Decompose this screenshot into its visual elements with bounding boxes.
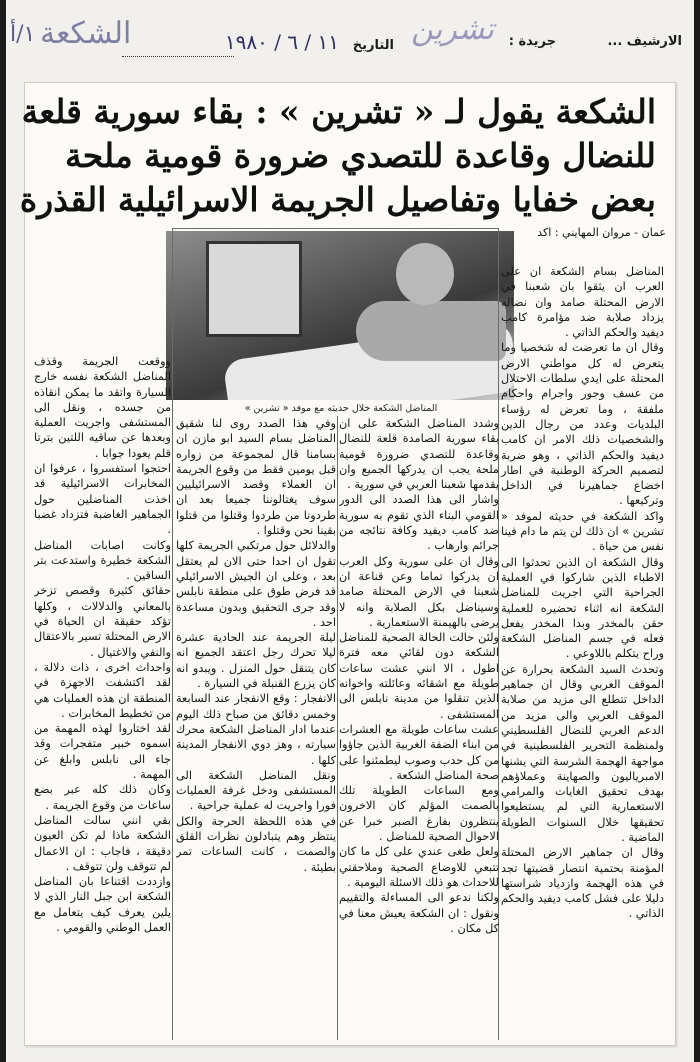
article-column-far-left: [34, 354, 171, 1042]
newspaper-name: تشرين: [411, 12, 494, 47]
paragraph: ولكنا ندعو الى المساءلة والتقييم ونقول : ان الشكعة يعيش معنا في كل مكان .: [339, 891, 499, 935]
paragraph: وكانت اصابات المناضل الشكعة خطيرة واستدعت بتر الساقين .: [34, 538, 171, 583]
paragraph: الانفجار : وقع الانفجار عند السابعة وخمس دقائق من صباح ذلك اليوم عندما ادار المناضل الشكعة محرك سيارته ، وهز دوي الانفجار المدينة كلها .: [176, 692, 336, 767]
paragraph: واحداث اخرى ، ذات دلالة ، لقد اكتشفت الاجهزة في المنطقة ان هذه العمليات هي من تخطيط المخابرات .: [34, 660, 171, 720]
photo-medical-machine: [206, 241, 302, 337]
article-column-middle: [339, 416, 499, 1041]
paragraph: ونقل المناضل الشكعة الى المستشفى ودخل غرفة العمليات فورا واجريت له عملية جراحية .: [176, 768, 336, 813]
paragraph: واكد الشكعة في حديثه لموفد « تشرين » ان ذلك لن يتم ما دام فينا نفس من حياة .: [501, 509, 664, 554]
paragraph: وتحدث السيد الشكعة بحرارة عن الموقف العربي وقال ان جماهير الداخل تتطلع الى مزيد من صلابة الموقف العربي والى مزيد من الدعم العربي للنضال الفلسطيني ولمنظمة التحرير الفلسطينية في مواجهة الهجمة الشرسة التي يشنها الامبرياليون والصهاينة وعملاؤهم بهدف تحقيق الغايات والمرامي الاستعمارية التي لم يستطيعوا تحقيقها خلال السنوات الطويلة الماضية .: [501, 662, 664, 844]
paragraph: وكان ذلك كله عبر بضع ساعات من وقوع الجريمة .: [34, 783, 171, 812]
paragraph: في هذه اللحظة الحرجة والكل ينتظر وهم يتبادلون نظرات القلق والصمت ، كانت الساعات تمر بطيئة .: [176, 814, 336, 874]
article-photo: [166, 231, 514, 400]
paragraph: وازددت اقتناعا بان المناضل الشكعة ابن جبل النار الذي لا يلين يعرف كيف يتعامل مع العمل الوطني والقومي .: [34, 875, 171, 934]
date-value: ١١ / ٦ / ١٩٨٠: [224, 30, 339, 54]
paragraph: والدلائل حول مرتكبي الجريمة كلها تقول ان احدا حتى الان لم يعتقل بعد ، وعلى ان الجيش الاسرائيلي قد فرض طوق على منطقة نابلس وقد جرى التحقيق وبدون مساعدة احد .: [176, 539, 336, 629]
paragraph: ومع الساعات الطويلة تلك بالصمت المؤلم كان الاخرون ينتظرون بفارغ الصبر خبرا عن الاحوال الصحية للمناضل .: [339, 784, 499, 844]
subject-label: الشكعة: [40, 16, 132, 51]
column-rule: [172, 228, 173, 1040]
paragraph: المناضل بسام الشكعة ان على العرب ان يثقوا بان شعبنا في الارض المحتلة صامد وان نضاله يزداد صلابة ضد مؤامرة كامب ديفيد والحكم الذاتي .: [501, 265, 664, 340]
paragraph: بقي انني سالت المناضل الشكعة ماذا لم تكن العيون دقيقة ، فاجاب : ان الاعمال لم تتوقف ولن تتوقف .: [34, 813, 171, 873]
paragraph: وفي هذا الصدد روى لنا شقيق المناضل بسام السيد ابو مازن ان بسامنا قال لمجموعة من زواره قبل يومين فقط من وقوع الجريمة ان العملاء وقصد الاسرائيليين سوف يغتالوننا جميعا بعد ان طردونا من طردوا وقتلوا من قتلوا بقينا نحن وقتلوا .: [176, 417, 336, 538]
headline: [19, 90, 656, 222]
newspaper-label: جريدة :: [508, 34, 556, 49]
photo-caption: المناضل الشكعة خلال حديثه مع موفد « تشرين »: [244, 403, 438, 414]
byline: عمان - مروان المهايني : اكد: [537, 226, 666, 239]
paragraph: واشار الى هذا الصدد الى الدور القومي البناء الذي تقوم به سورية ضد كامب ديفيد وكافة نتائجه من جرائم وارهاب .: [339, 493, 499, 553]
article-column-left: [176, 416, 336, 1041]
paragraph: احتجوا استفسروا ، عرفوا ان المخابرات الاسرائيلية قد اخذت المناضلين حول الجماهير الغاضبة فتزداد غضبا .: [34, 462, 171, 537]
archive-label: الارشيف ...: [607, 34, 682, 49]
paragraph: لقد اختاروا لهذه المهمة من اسموه خبير متفجرات وقد جاء الى نابلس وابلغ عن المهمة .: [34, 722, 171, 782]
paragraph: عشت ساعات طويلة مع العشرات من ابناء الضفة الغربية الذين جاؤوا من كل حدب وصوب ليطمئنوا على صحة المناضل الشكعة .: [339, 722, 499, 782]
column-rule: [337, 416, 338, 1040]
headline-line-3: بعض خفايا وتفاصيل الجريمة الاسرائيلية القذرة: [19, 180, 656, 219]
photo-patient-head: [396, 243, 454, 305]
date-label: التاريخ: [352, 38, 394, 53]
paragraph: وقال ان ما تعرضت له شخصيا وما يتعرض له كل مواطني الارض المحتلة على ايدي سلطات الاحتلال من عسف وجور واجرام واحكام ملفقة ، وما تعرض له رؤساء البلديات وعدد من رجال الدين والشخصيات ذلك الامر ان كامب ديفيد والحكم الذاتي ، وهو ضربة لتصميم الحركة الوطنية في اطار اخضاع جماهيرنا في الداخل وتركيعها .: [501, 341, 664, 508]
paragraph: ولئن حالت الحالة الصحية للمناضل الشكعة دون لقائي معه فترة اطول ، الا انني عشت ساعات طويلة مع اشقائه وعائلته واخوانه الذين تنقلوا من مدينة نابلس الى المستشفى .: [339, 631, 499, 721]
paragraph: وشدد المناضل الشكعة على ان بقاء سورية الصامدة قلعة للنضال وقاعدة للتصدي ضرورة قومية ملحة يجب ان يدركها الجميع وان يقدمها شعبنا العربي في سورية .: [339, 417, 499, 492]
article-column-right: [501, 264, 664, 1042]
archive-header: [6, 0, 694, 70]
photo-rule: [172, 228, 498, 229]
paragraph: حقائق كثيرة وقصص تزخر بالمعاني والدلالات ، وكلها تؤكد حقيقة ان الحياة في الارض المحتلة تسير بالاعتقال والنفي والاغتيال .: [34, 584, 171, 659]
paragraph: وقال ان جماهير الارض المحتلة المؤمنة بحتمية انتصار قضيتها تجد في هذه الهجمة وازدياد شراستها دليلا على فشل كامب ديفيد والحكم الذاتي .: [501, 846, 664, 921]
archive-sheet: [6, 0, 694, 1062]
header-rule: [122, 56, 234, 57]
paragraph: ولعل طغى عندي على كل ما كان تتبعي للاوضاع الصحية وملاحقتي للاحداث هو ذلك الاسئلة اليومية .: [339, 845, 499, 889]
paragraph: وقال ان على سورية وكل العرب ان يدركوا تماما وعن قناعة ان شعبنا في الارض المحتلة صامد وسيناضل بكل الصلابة وانه لا يرضى بالهيمنة الاستعمارية .: [339, 554, 499, 629]
paragraph: ليلة الجريمة عند الحادية عشرة ليلا تحرك رجل اعتقد الجميع انه كان يتنقل حول المنزل . ويبدو انه كان يزرع القنبلة في السيارة .: [176, 631, 336, 691]
paragraph: ووقعت الجريمة وقذف المناضل الشكعة نفسه خارج السيارة واتقد ما يمكن انقاذه من جسده ، ونقل الى المستشفى واجريت العملية وبعدها عن ساقيه اللتين بترتا قلم يعودا جوابا .: [34, 355, 171, 460]
subject-number: ١/أ: [10, 22, 36, 47]
photo-patient-body: [356, 301, 506, 361]
headline-line-1: الشكعة يقول لـ « تشرين » : بقاء سورية قلعة: [21, 92, 656, 131]
headline-line-2: للنضال وقاعدة للتصدي ضرورة قومية ملحة: [65, 136, 656, 175]
paragraph: وقال الشكعة ان الذين تحدثوا الى الاطباء الذين شاركوا في العملية الجراحية التي اجريت للمناضل الشكعة انه اثناء تحضيره للعملية حقن بالمخدر وبدا المخدر يفعل فعله في جسم المناضل الشكعة وراح يتكلم باللاوعي .: [501, 555, 664, 661]
